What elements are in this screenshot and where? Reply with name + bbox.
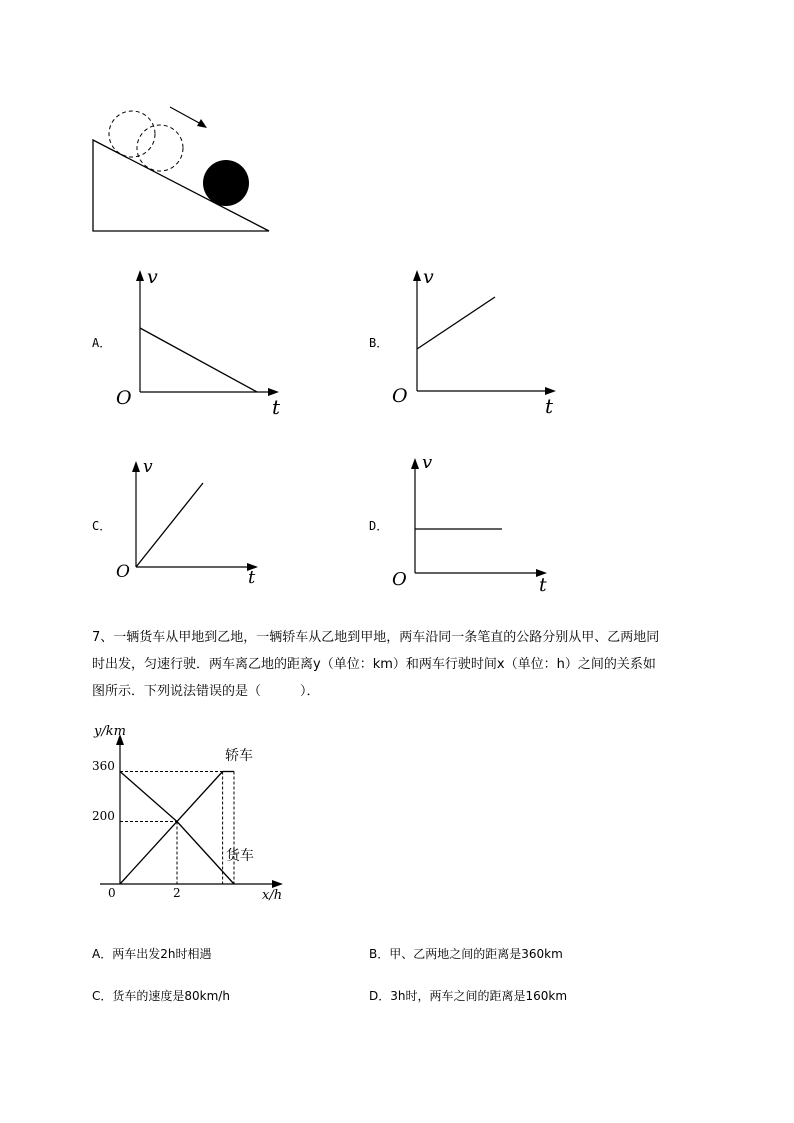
- option-c-label: C．: [92, 519, 112, 533]
- graph-d-t-label: t: [539, 574, 547, 596]
- graph-b-origin: O: [392, 385, 408, 407]
- option-a-label: A．: [92, 336, 112, 350]
- question-7-line-3: 图所示．下列说法错误的是（ ）．: [92, 684, 320, 699]
- chart-origin-label: 0: [108, 886, 116, 900]
- option-d-label: D．: [369, 519, 389, 533]
- chart-xlabel: x/h: [262, 888, 283, 903]
- graph-b-t-label: t: [545, 394, 554, 418]
- question-7-line-2: 时出发，匀速行驶．两车离乙地的距离y（单位：km）和两车行驶时间x（单位：h）之间的关系如: [92, 657, 656, 672]
- chart-xtick-2: 2: [173, 886, 181, 900]
- graph-d-v-label: v: [422, 452, 433, 473]
- graph-a-v-label: v: [147, 266, 158, 288]
- chart-ylabel: y/km: [94, 724, 126, 739]
- graph-c-origin: O: [116, 562, 130, 582]
- truck-line-seg-0: [120, 772, 177, 822]
- graph-c-v-label: v: [143, 457, 153, 477]
- car-line-seg-0: [120, 772, 223, 885]
- chart-ytick-200: 200: [92, 809, 115, 823]
- chart-series-label-truck: 货车: [226, 848, 254, 864]
- graph-a-t-label: t: [272, 395, 281, 419]
- chart-ytick-360: 360: [92, 759, 115, 773]
- answer-a[interactable]: A．两车出发2h时相遇: [92, 947, 212, 961]
- chart-series-label-car: 轿车: [225, 748, 253, 764]
- graph-d-origin: O: [392, 569, 407, 590]
- answer-b[interactable]: B．甲、乙两地之间的距离是360km: [369, 947, 563, 961]
- graph-c-t-label: t: [248, 567, 256, 588]
- graph-b-v-label: v: [423, 266, 434, 288]
- chart-x-arrow: [272, 880, 283, 888]
- answer-d[interactable]: D．3h时，两车之间的距离是160km: [369, 989, 568, 1003]
- option-b-label: B．: [369, 336, 389, 350]
- answer-c[interactable]: C．货车的速度是80km/h: [92, 989, 230, 1003]
- graph-a-origin: O: [116, 387, 132, 409]
- question-7-line-1: 7、一辆货车从甲地到乙地，一辆轿车从乙地到甲地，两车沿同一条笔直的公路分别从甲、乙两地同: [92, 630, 660, 645]
